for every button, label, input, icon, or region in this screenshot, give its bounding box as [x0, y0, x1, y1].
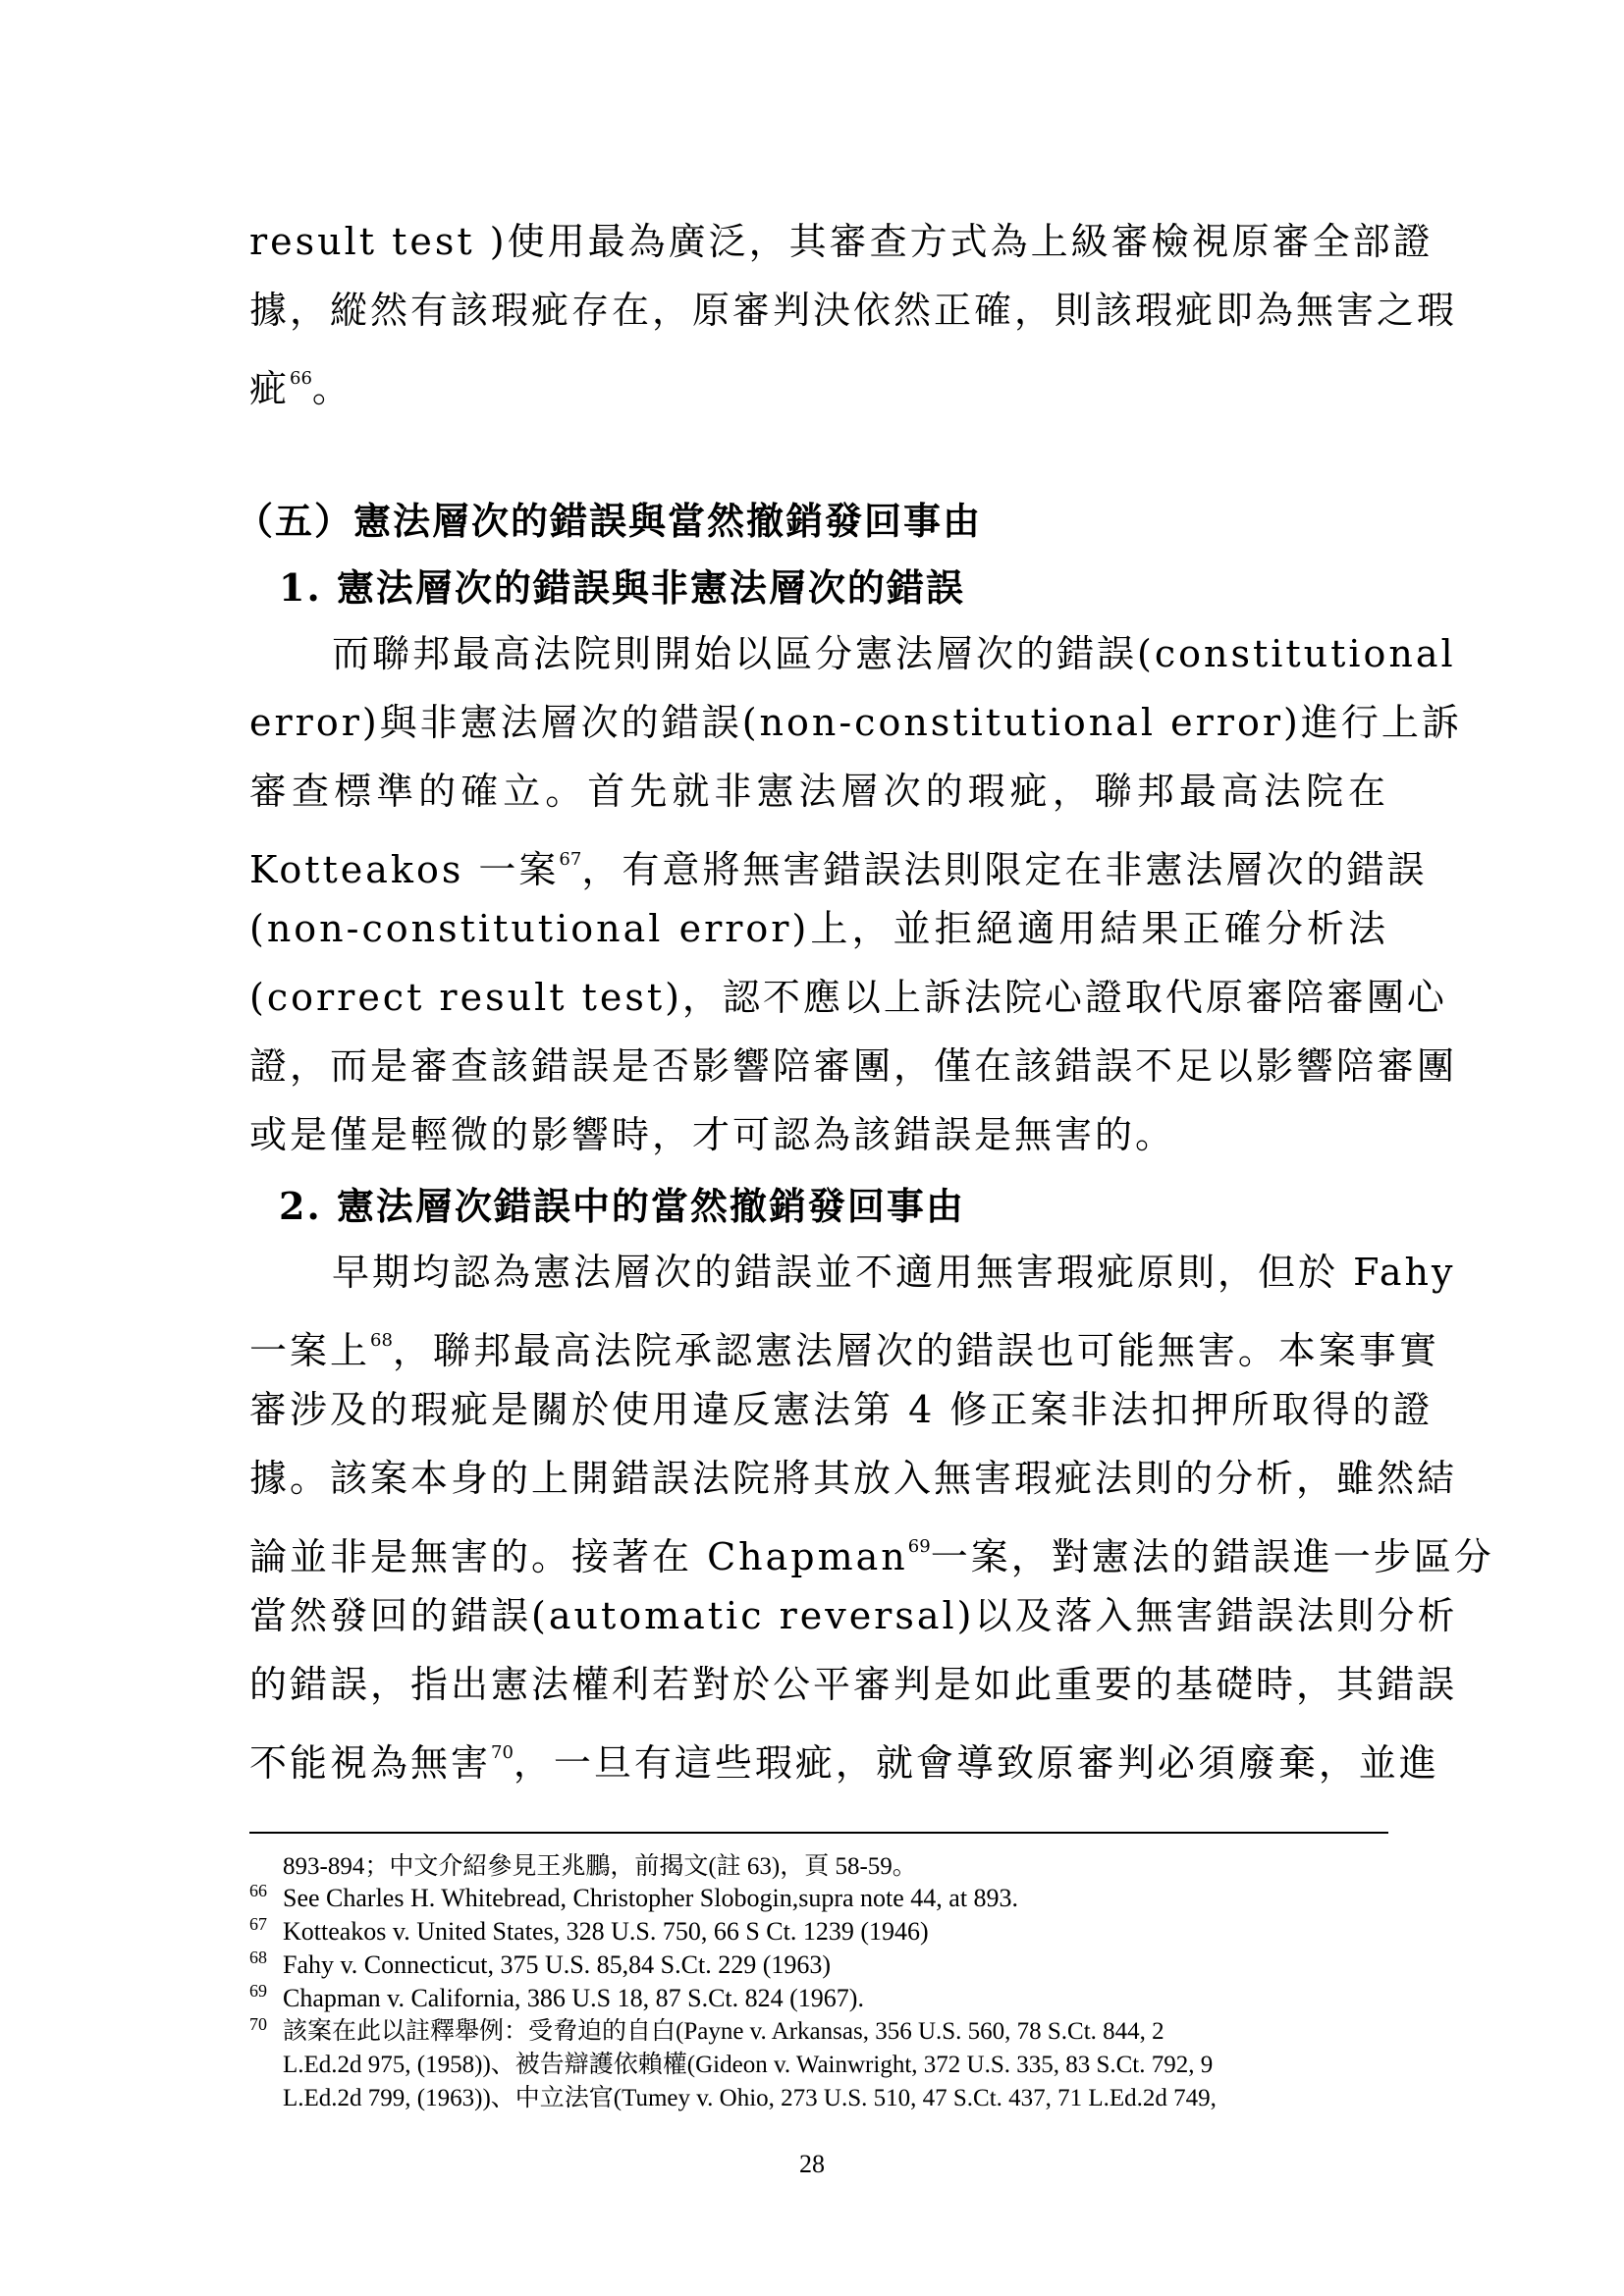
body-line: 而聯邦最高法院則開始以區分憲法層次的錯誤(constitutional	[332, 632, 1456, 675]
body-line: (correct result test)，認不應以上訴法院心證取代原審陪審團心	[249, 976, 1447, 1019]
body-line: error)與非憲法層次的錯誤(non-constitutional error)進行上訴	[249, 701, 1462, 744]
footnote-number: 66	[249, 1881, 267, 1900]
footnote-text: Kotteakos v. United States, 328 U.S. 750, 66 S Ct. 1239 (1946)	[283, 1917, 929, 1946]
footnote-number: 67	[249, 1914, 267, 1934]
footnote-ref[interactable]: 66	[290, 368, 312, 389]
footnote-ref[interactable]: 68	[370, 1330, 393, 1351]
body-line: 或是僅是輕微的影響時，才可認為該錯誤是無害的。	[249, 1113, 1176, 1156]
subsection-heading: 2. 憲法層次錯誤中的當然撤銷發回事由	[279, 1184, 965, 1228]
footnote-text: Chapman v. California, 386 U.S 18, 87 S.Ct. 824 (1967).	[283, 1984, 864, 2012]
subsection-heading: 1. 憲法層次的錯誤與非憲法層次的錯誤	[279, 565, 965, 610]
body-line: 當然發回的錯誤(automatic reversal)以及落入無害錯誤法則分析	[249, 1594, 1458, 1637]
body-line: 疵$^{66}$。	[249, 367, 352, 410]
body-line: Kotteakos 一案$^{67}$，有意將無害錯誤法則限定在非憲法層次的錯誤	[249, 848, 1428, 891]
footnote-text: L.Ed.2d 975, (1958))、被告辯護依賴權(Gideon v. Wainwright, 372 U.S. 335, 83 S.Ct. 792, 9	[283, 2052, 1214, 2078]
footnote-text: 該案在此以註釋舉例：受脅迫的自白(Payne v. Arkansas, 356 U.S. 560, 78 S.Ct. 844, 2	[283, 2018, 1164, 2045]
footnote-text: Fahy v. Connecticut, 375 U.S. 85,84 S.Ct. 229 (1963)	[283, 1950, 832, 1979]
page-number: 28	[799, 2150, 825, 2178]
body-line: 不能視為無害$^{70}$，一旦有這些瑕疵，就會導致原審判必須廢棄，並進	[249, 1741, 1439, 1785]
body-line: 早期均認為憲法層次的錯誤並不適用無害瑕疵原則，但於 Fahy	[332, 1251, 1456, 1294]
footnote-ref[interactable]: 69	[907, 1536, 931, 1557]
body-line: 的錯誤，指出憲法權利若對於公平審判是如此重要的基礎時，其錯誤	[249, 1663, 1458, 1706]
body-line: 一案上$^{68}$，聯邦最高法院承認憲法層次的錯誤也可能無害。本案事實	[249, 1329, 1439, 1372]
section-heading: （五）憲法層次的錯誤與當然撤銷發回事由	[236, 499, 983, 543]
footnote-ref[interactable]: 67	[559, 849, 582, 870]
body-line: 據，縱然有該瑕疵存在，原審判決依然正確，則該瑕疵即為無害之瑕	[249, 289, 1458, 332]
footnote-number: 70	[249, 2014, 267, 2034]
body-line: 審查標準的確立。首先就非憲法層次的瑕疵，聯邦最高法院在	[249, 770, 1388, 813]
body-line: result test )使用最為廣泛，其審查方式為上級審檢視原審全部證	[249, 220, 1434, 263]
body-line: 證，而是審查該錯誤是否影響陪審團，僅在該錯誤不足以影響陪審團	[249, 1044, 1458, 1088]
footnote-number: 69	[249, 1981, 267, 2001]
body-line: 審涉及的瑕疵是關於使用違反憲法第 4 修正案非法扣押所取得的證	[249, 1388, 1434, 1431]
footnote-text: L.Ed.2d 799, (1963))、中立法官(Tumey v. Ohio, 273 U.S. 510, 47 S.Ct. 437, 71 L.Ed.2d 749,	[283, 2085, 1217, 2111]
footnote-continuation: 893-894；中文介紹參見王兆鵬，前揭文(註 63)，頁 58-59。	[283, 1853, 917, 1880]
body-line: 論並非是無害的。接著在 Chapman$^{69}$一案，對憲法的錯誤進一步區分	[249, 1535, 1494, 1578]
footnote-number: 68	[249, 1948, 267, 1967]
footnote-text: See Charles H. Whitebread, Christopher Slobogin,supra note 44, at 893.	[283, 1884, 1019, 1912]
footnote-ref[interactable]: 70	[491, 1742, 514, 1763]
body-line: 據。該案本身的上開錯誤法院將其放入無害瑕疵法則的分析，雖然結	[249, 1457, 1458, 1500]
body-line: (non-constitutional error)上，並拒絕適用結果正確分析法	[249, 907, 1388, 950]
footnote-separator	[249, 1832, 1388, 1834]
